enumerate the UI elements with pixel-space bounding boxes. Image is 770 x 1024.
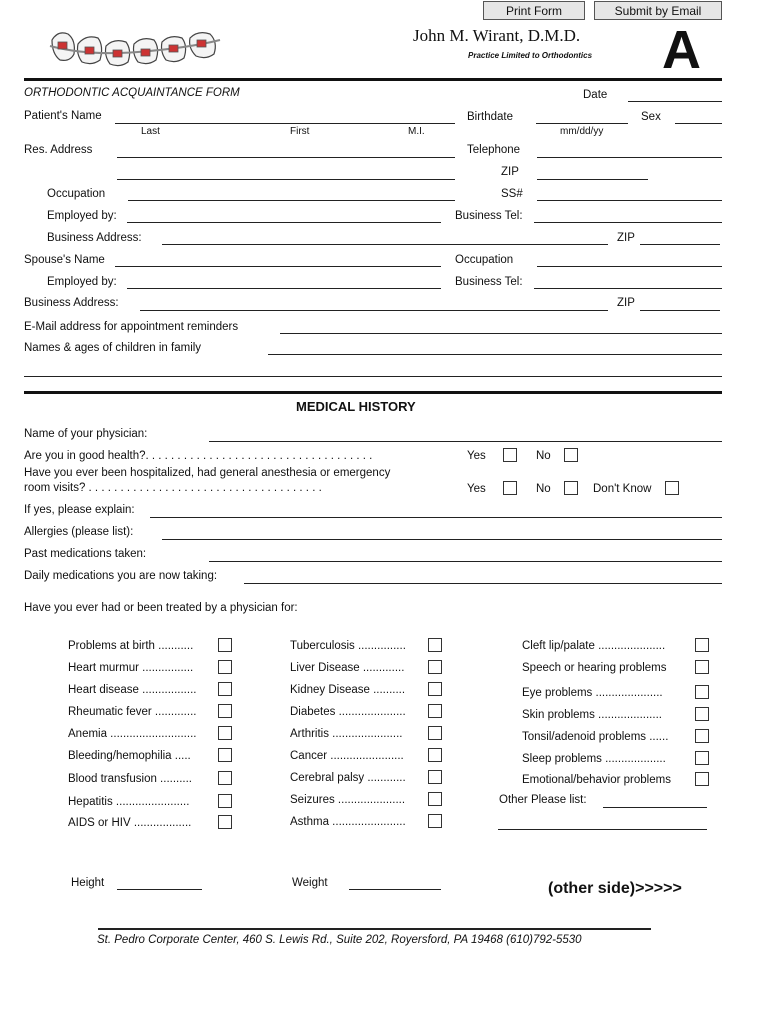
children-label: Names & ages of children in family <box>24 342 202 354</box>
condition-label: Heart murmur ................ <box>68 662 194 674</box>
condition-checkbox[interactable] <box>695 729 709 743</box>
condition-checkbox[interactable] <box>218 704 232 718</box>
condition-checkbox[interactable] <box>218 748 232 762</box>
condition-label: Sleep problems ................... <box>522 753 666 765</box>
condition-label: Rheumatic fever ............. <box>68 706 197 718</box>
email-field[interactable] <box>280 333 722 334</box>
spouse-zip-field[interactable] <box>640 310 720 311</box>
business-address-field[interactable] <box>162 244 608 245</box>
first-caption: First <box>290 126 310 137</box>
occupation-field[interactable] <box>128 200 455 201</box>
condition-checkbox[interactable] <box>695 660 709 674</box>
spouse-name-label: Spouse's Name <box>24 254 105 266</box>
condition-label: Hepatitis ....................... <box>68 796 190 808</box>
condition-checkbox[interactable] <box>695 707 709 721</box>
employed-by-label: Employed by: <box>47 210 117 222</box>
spouse-business-tel-field[interactable] <box>534 288 722 289</box>
spouse-business-tel-label: Business Tel: <box>455 276 523 288</box>
daily-medications-label: Daily medications you are now taking: <box>24 570 218 582</box>
condition-label: Cerebral palsy ............ <box>290 772 406 784</box>
good-health-yes-checkbox[interactable] <box>503 448 517 462</box>
res-address-label: Res. Address <box>24 144 93 156</box>
good-health-no-checkbox[interactable] <box>564 448 578 462</box>
condition-checkbox[interactable] <box>218 815 232 829</box>
form-title: ORTHODONTIC ACQUAINTANCE FORM <box>24 87 240 99</box>
condition-label: Cancer ....................... <box>290 750 404 762</box>
condition-checkbox[interactable] <box>218 726 232 740</box>
condition-checkbox[interactable] <box>218 794 232 808</box>
hospitalized-question-line2: room visits? . . . . . . . . . . . . . . . . . . . . . . . . . . . . . . . . . . . . . <box>24 482 322 494</box>
allergies-label: Allergies (please list): <box>24 526 134 538</box>
spouse-business-address-field[interactable] <box>140 310 608 311</box>
spouse-occupation-label: Occupation <box>455 254 514 266</box>
good-health-question: Are you in good health?. . . . . . . . . . . . . . . . . . . . . . . . . . . . . . . . . . . . <box>24 450 373 462</box>
weight-label: Weight <box>292 877 328 889</box>
other-list-label: Other Please list: <box>499 794 587 806</box>
condition-checkbox[interactable] <box>695 772 709 786</box>
spouse-employed-by-label: Employed by: <box>47 276 117 288</box>
ss-field[interactable] <box>537 200 722 201</box>
spouse-name-field[interactable] <box>115 266 441 267</box>
mi-caption: M.I. <box>408 126 425 137</box>
condition-label: Eye problems ..................... <box>522 687 663 699</box>
business-tel-field[interactable] <box>534 222 722 223</box>
condition-checkbox[interactable] <box>428 704 442 718</box>
spouse-business-address-label: Business Address: <box>24 297 119 309</box>
daily-medications-field[interactable] <box>244 583 722 584</box>
condition-checkbox[interactable] <box>218 638 232 652</box>
condition-label: Asthma ....................... <box>290 816 406 828</box>
past-medications-field[interactable] <box>209 561 722 562</box>
condition-label: Kidney Disease .......... <box>290 684 406 696</box>
doctor-name: John M. Wirant, D.M.D. <box>413 26 581 45</box>
condition-checkbox[interactable] <box>218 682 232 696</box>
physician-label: Name of your physician: <box>24 428 148 440</box>
hospitalized-question-line1: Have you ever been hospitalized, had general anesthesia or emergency <box>24 467 391 479</box>
condition-label: Cleft lip/palate ..................... <box>522 640 666 652</box>
ss-label: SS# <box>501 188 523 200</box>
condition-checkbox[interactable] <box>218 660 232 674</box>
condition-label: Anemia ........................... <box>68 728 197 740</box>
height-field[interactable] <box>117 889 202 890</box>
zip-label: ZIP <box>501 166 519 178</box>
condition-checkbox[interactable] <box>428 682 442 696</box>
footer-divider <box>98 928 651 930</box>
other-list-field[interactable] <box>603 807 707 808</box>
date-field[interactable] <box>628 101 722 102</box>
explain-field[interactable] <box>150 517 722 518</box>
past-medications-label: Past medications taken: <box>24 548 147 560</box>
footer-address: St. Pedro Corporate Center, 460 S. Lewis Rd., Suite 202, Royersford, PA 19468 (610)792-5530 <box>97 934 582 946</box>
telephone-label: Telephone <box>467 144 521 156</box>
employed-by-field[interactable] <box>127 222 441 223</box>
condition-label: Bleeding/hemophilia ..... <box>68 750 191 762</box>
header-divider <box>24 78 722 81</box>
business-tel-label: Business Tel: <box>455 210 523 222</box>
business-zip-label: ZIP <box>617 232 635 244</box>
condition-label: Emotional/behavior problems <box>522 774 671 786</box>
condition-label: Seizures ..................... <box>290 794 406 806</box>
hospitalized-dont-know-checkbox[interactable] <box>665 481 679 495</box>
condition-checkbox[interactable] <box>428 814 442 828</box>
business-zip-field[interactable] <box>640 244 720 245</box>
condition-label: Speech or hearing problems <box>522 662 667 674</box>
condition-checkbox[interactable] <box>428 726 442 740</box>
hospitalized-yes-checkbox[interactable] <box>503 481 517 495</box>
condition-checkbox[interactable] <box>428 660 442 674</box>
date-label: Date <box>583 89 608 101</box>
condition-checkbox[interactable] <box>218 771 232 785</box>
condition-label: Problems at birth ........... <box>68 640 194 652</box>
allergies-field[interactable] <box>162 539 722 540</box>
birthdate-field[interactable] <box>536 123 628 124</box>
good-health-no-label: No <box>536 450 551 462</box>
mmddyy-caption: mm/dd/yy <box>560 126 604 137</box>
hospitalized-no-checkbox[interactable] <box>564 481 578 495</box>
spouse-occupation-field[interactable] <box>537 266 722 267</box>
other-side-note: (other side)>>>>> <box>548 880 682 897</box>
business-address-label: Business Address: <box>47 232 142 244</box>
children-field[interactable] <box>268 354 722 355</box>
sex-label: Sex <box>641 111 661 123</box>
condition-label: Arthritis ...................... <box>290 728 403 740</box>
weight-field[interactable] <box>349 889 441 890</box>
res-address-field[interactable] <box>117 157 455 158</box>
condition-checkbox[interactable] <box>428 748 442 762</box>
zip-field[interactable] <box>537 179 648 180</box>
patient-name-label: Patient's Name <box>24 110 102 122</box>
email-label: E-Mail address for appointment reminders <box>24 321 239 333</box>
condition-checkbox[interactable] <box>695 685 709 699</box>
condition-checkbox[interactable] <box>428 792 442 806</box>
other-list-field-line2[interactable] <box>498 829 707 830</box>
submit-by-email-button[interactable]: Submit by Email <box>594 1 722 20</box>
condition-label: Liver Disease ............. <box>290 662 405 674</box>
medical-history-title: MEDICAL HISTORY <box>296 399 416 414</box>
form-letter: A <box>662 20 701 80</box>
condition-label: Skin problems .................... <box>522 709 662 721</box>
condition-checkbox[interactable] <box>695 638 709 652</box>
hospitalized-yes-label: Yes <box>467 483 486 495</box>
children-field-line2[interactable] <box>24 376 722 377</box>
good-health-yes-label: Yes <box>467 450 486 462</box>
hospitalized-dont-know-label: Don't Know <box>593 483 652 495</box>
telephone-field[interactable] <box>537 157 722 158</box>
practice-subtitle: Practice Limited to Orthodontics <box>468 51 593 60</box>
condition-checkbox[interactable] <box>428 770 442 784</box>
res-address-line2[interactable] <box>117 179 455 180</box>
condition-label: Heart disease ................. <box>68 684 197 696</box>
last-caption: Last <box>141 126 160 137</box>
patient-name-field[interactable] <box>115 123 455 124</box>
condition-checkbox[interactable] <box>428 638 442 652</box>
condition-label: Tuberculosis ............... <box>290 640 406 652</box>
print-form-button[interactable]: Print Form <box>483 1 585 20</box>
sex-field[interactable] <box>675 123 722 124</box>
height-label: Height <box>71 877 105 889</box>
condition-label: Diabetes ..................... <box>290 706 406 718</box>
condition-label: Blood transfusion .......... <box>68 773 193 785</box>
condition-label: Tonsil/adenoid problems ...... <box>522 731 669 743</box>
spouse-zip-label: ZIP <box>617 297 635 309</box>
spouse-employed-by-field[interactable] <box>127 288 441 289</box>
occupation-label: Occupation <box>47 188 106 200</box>
explain-label: If yes, please explain: <box>24 504 135 516</box>
treated-for-label: Have you ever had or been treated by a physician for: <box>24 602 298 614</box>
braces-logo <box>48 26 226 70</box>
physician-field[interactable] <box>209 441 722 442</box>
birthdate-label: Birthdate <box>467 111 514 123</box>
condition-checkbox[interactable] <box>695 751 709 765</box>
condition-label: AIDS or HIV .................. <box>68 817 192 829</box>
hospitalized-no-label: No <box>536 483 551 495</box>
section-divider <box>24 391 722 394</box>
